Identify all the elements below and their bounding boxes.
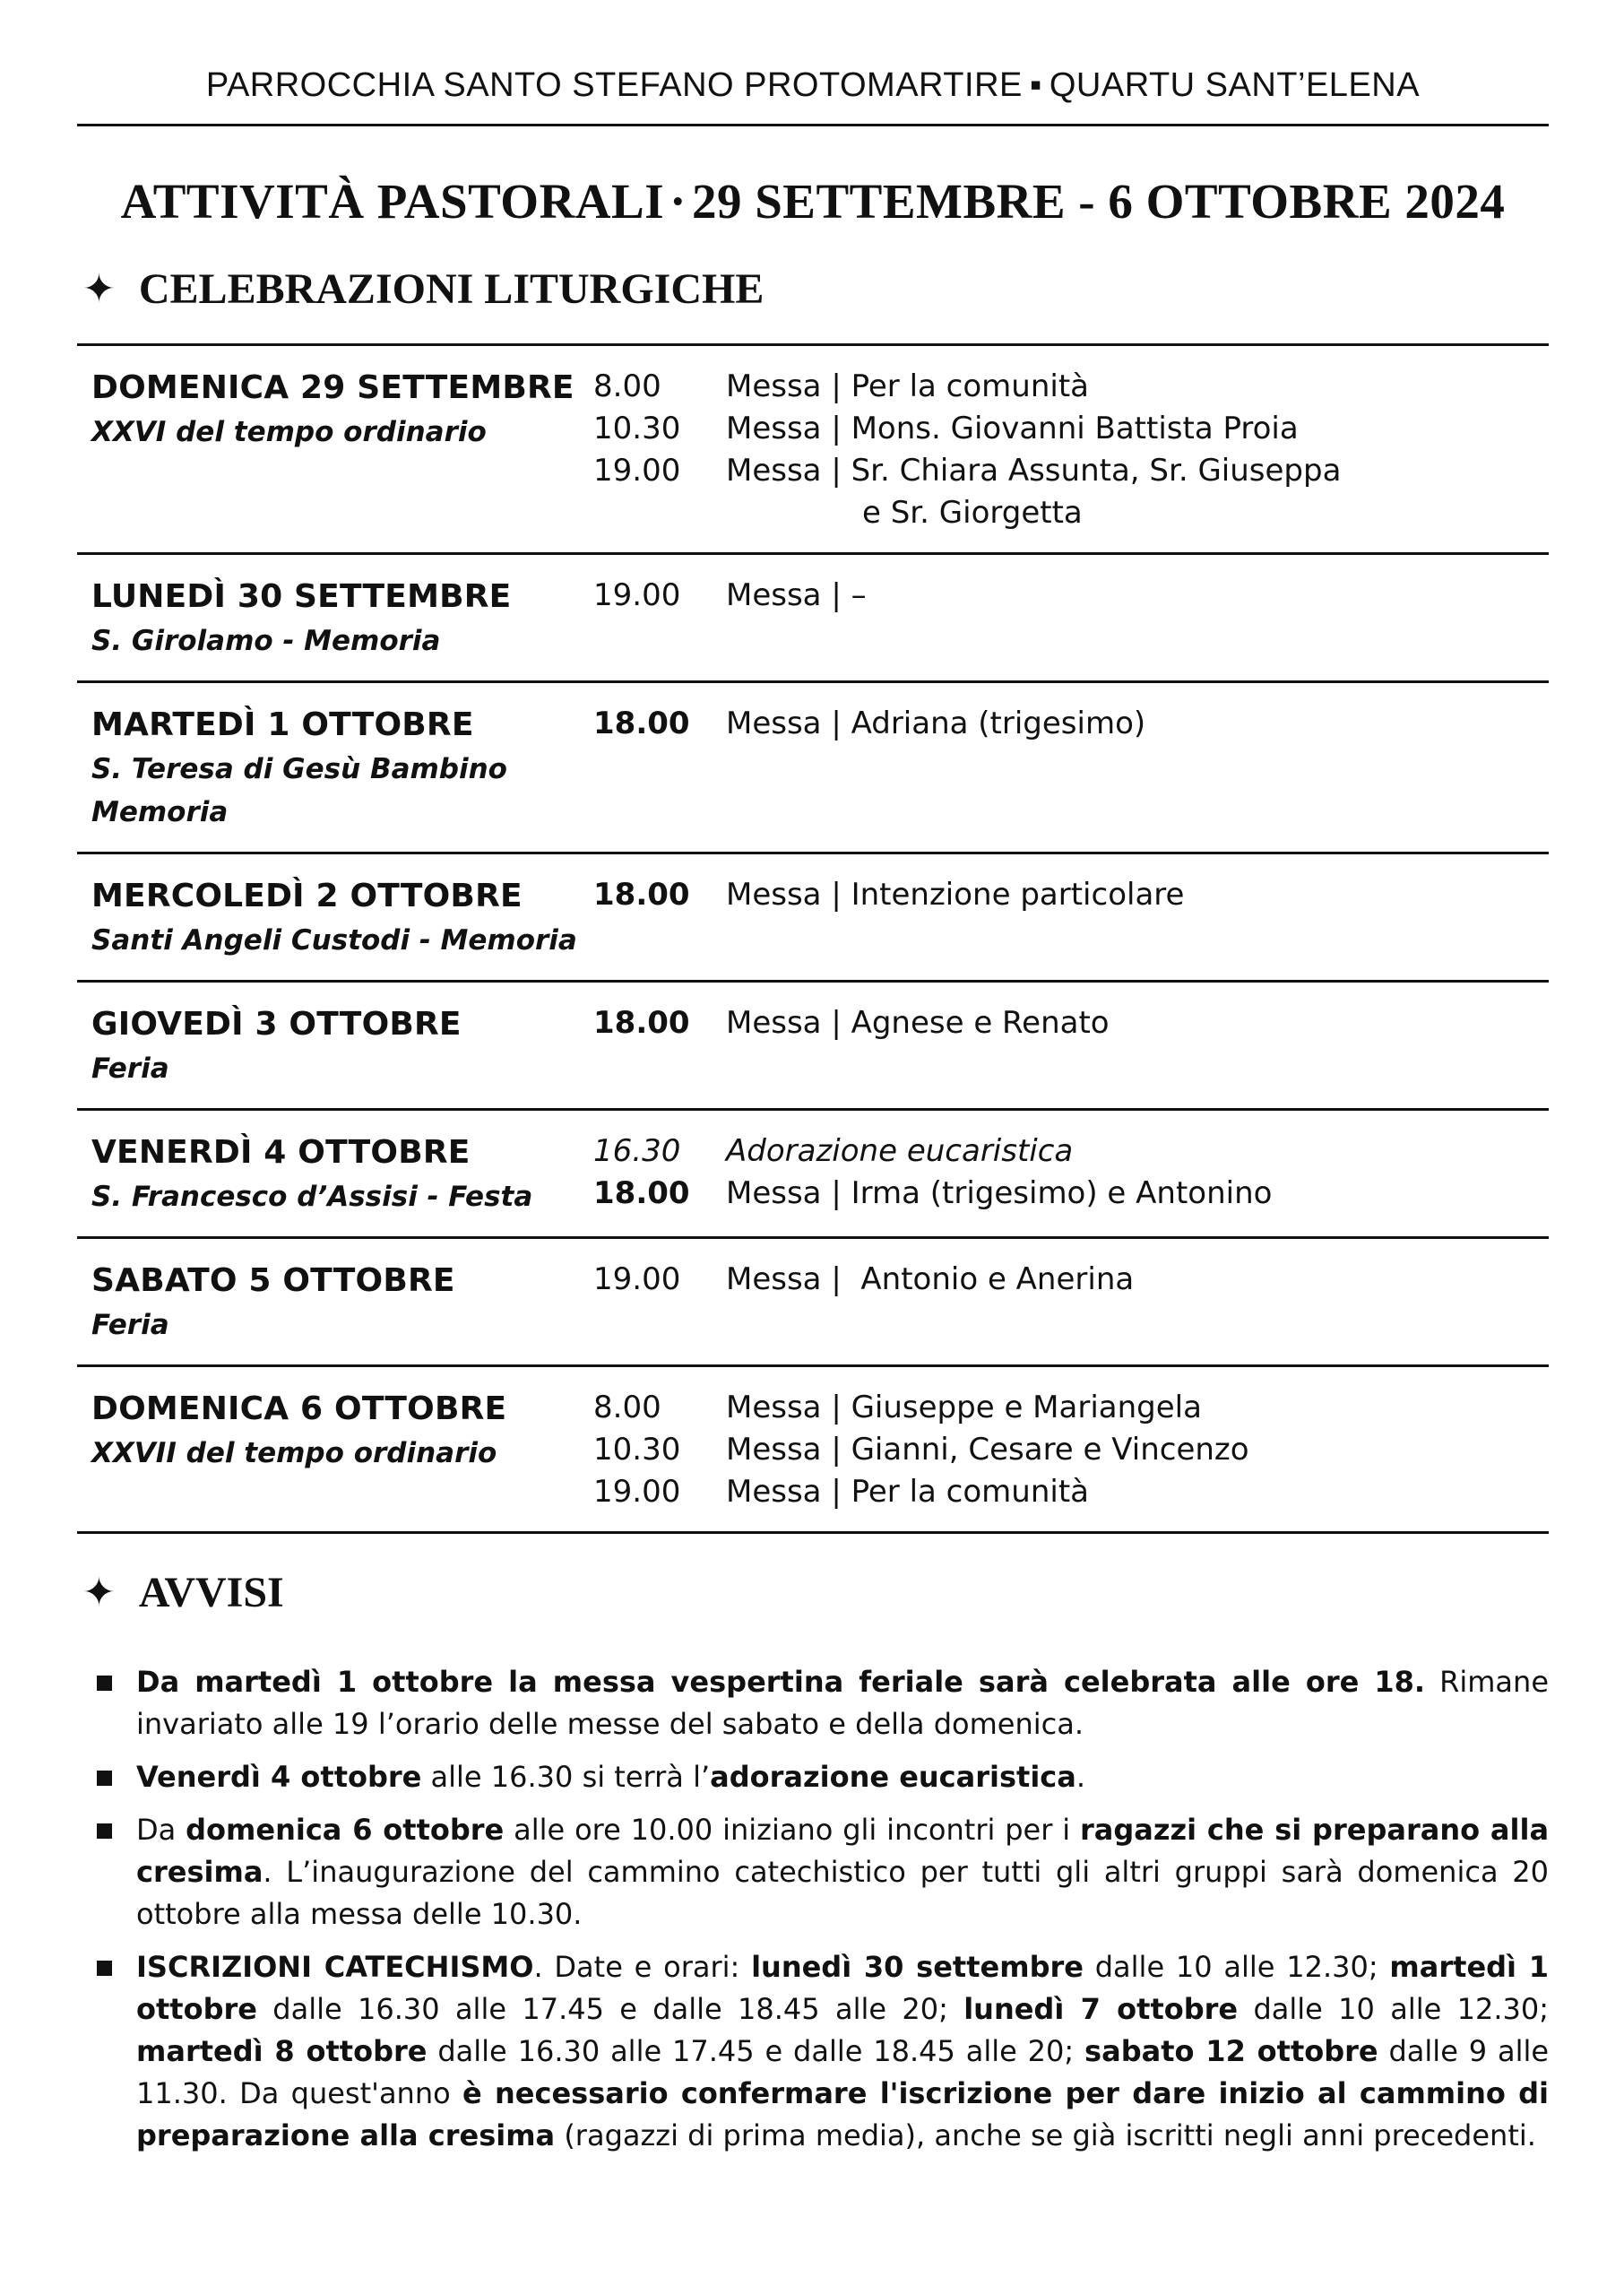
notice-emphasis: martedì 8 ottobre: [136, 2034, 428, 2068]
events-cell: [593, 1238, 1549, 1366]
day-liturgy-rank: Memoria: [91, 796, 229, 828]
event-time: 10.30: [593, 1432, 681, 1468]
event-item: [593, 1173, 1549, 1215]
event-desc: Messa | Intenzione particolare: [726, 877, 1185, 913]
parish-name: PARROCCHIA SANTO STEFANO PROTOMARTIRE: [205, 66, 1023, 104]
event-desc-continuation: e Sr. Giorgetta: [862, 495, 1083, 531]
day-name: GIOVEDÌ 3 OTTOBRE: [91, 1006, 462, 1043]
notice-emphasis: lunedì 30 settembre: [751, 1950, 1084, 1984]
day-cell: [77, 1238, 593, 1366]
day-name: LUNEDÌ 30 SETTEMBRE: [91, 578, 512, 615]
event-time: 19.00: [593, 1261, 681, 1297]
star-icon: ✦: [82, 266, 116, 312]
events-cell: [593, 853, 1549, 982]
notice-text: dalle 10 alle 12.30;: [1238, 1992, 1549, 2026]
notices-list: [77, 1661, 1549, 2157]
day-name: MARTEDÌ 1 OTTOBRE: [91, 706, 474, 743]
parish-town: QUARTU SANT’ELENA: [1049, 66, 1421, 104]
event-time: 10.30: [593, 411, 681, 446]
event-desc: Messa | Agnese e Renato: [726, 1005, 1110, 1041]
event-item: [593, 575, 1549, 617]
table-row: [77, 1238, 1549, 1366]
day-cell: [77, 554, 593, 682]
day-name: VENERDÌ 4 OTTOBRE: [91, 1134, 471, 1171]
notice-text: dalle 16.30 alle 17.45 e dalle 18.45 alle 20;: [256, 1992, 964, 2026]
event-time: 18.00: [593, 1175, 690, 1211]
day-cell: [77, 982, 593, 1110]
header-divider: [77, 124, 1549, 126]
section-title: AVVISI: [138, 1569, 284, 1616]
table-row: [77, 853, 1549, 982]
day-liturgy: Feria: [91, 1309, 169, 1341]
parish-header: [77, 65, 1549, 106]
notice-text: . Date e orari:: [533, 1950, 752, 1984]
events-cell: [593, 1110, 1549, 1238]
notice-text: dalle 16.30 alle 17.45 e dalle 18.45 alle 20;: [427, 2034, 1085, 2068]
event-desc: Messa | Giuseppe e Mariangela: [726, 1390, 1202, 1425]
table-row: [77, 1110, 1549, 1238]
event-item: [593, 366, 1549, 408]
list-item: [77, 1661, 1549, 1745]
events-cell: [593, 1366, 1549, 1533]
day-cell: [77, 1366, 593, 1533]
day-liturgy: XXVI del tempo ordinario: [91, 416, 487, 448]
events-cell: [593, 554, 1549, 682]
event-item: [593, 1387, 1549, 1429]
day-cell: [77, 853, 593, 982]
event-item-continuation: [593, 492, 1549, 534]
table-row: [77, 982, 1549, 1110]
table-row: [77, 682, 1549, 853]
list-item: [77, 1756, 1549, 1798]
notice-emphasis: martedì 1 ottobre: [136, 1950, 1550, 2026]
notice-text: alle ore 10.00 iniziano gli incontri per i: [504, 1813, 1080, 1847]
section-celebrations-heading: [77, 264, 1549, 315]
day-liturgy: XXVII del tempo ordinario: [91, 1437, 497, 1469]
notice-text: alle 16.30 si terrà l’: [421, 1760, 711, 1794]
event-time: 18.00: [593, 706, 690, 741]
day-name: MERCOLEDÌ 2 OTTOBRE: [91, 878, 523, 914]
event-desc: Messa | Sr. Chiara Assunta, Sr. Giuseppa: [726, 453, 1342, 489]
event-item: [593, 450, 1549, 492]
event-desc: Messa | –: [726, 577, 867, 613]
title-dates: 29 SETTEMBRE - 6 OTTOBRE 2024: [691, 174, 1506, 229]
event-time: 19.00: [593, 577, 681, 613]
notice-emphasis: è necessario confermare l'iscrizione per dare inizio al cammino di preparazione alla cresima: [136, 2076, 1550, 2152]
event-item: [593, 1429, 1549, 1471]
event-time: 18.00: [593, 1005, 690, 1041]
event-desc: Messa | Per la comunità: [726, 1474, 1089, 1510]
day-cell: [77, 345, 593, 554]
title-separator-icon: ·: [669, 174, 687, 229]
event-time: 8.00: [593, 1390, 661, 1425]
section-notices-heading: [77, 1568, 1549, 1618]
event-item: [593, 1002, 1549, 1044]
day-name: DOMENICA 6 OTTOBRE: [91, 1390, 507, 1427]
event-item: [593, 1471, 1549, 1513]
list-item: [77, 1809, 1549, 1936]
list-item: [77, 1946, 1549, 2157]
separator-icon: ▪: [1029, 66, 1042, 104]
table-row: [77, 1366, 1549, 1533]
event-time: 19.00: [593, 453, 681, 489]
star-icon: ✦: [82, 1570, 116, 1615]
notice-text: Da: [136, 1813, 186, 1847]
section-title: CELEBRAZIONI LITURGICHE: [138, 265, 764, 313]
day-name: SABATO 5 OTTOBRE: [91, 1262, 455, 1299]
event-time: 8.00: [593, 368, 661, 404]
day-liturgy: S. Francesco d’Assisi - Festa: [91, 1181, 533, 1213]
notice-text: dalle 10 alle 12.30;: [1083, 1950, 1390, 1984]
notice-emphasis: ragazzi che si preparano alla cresima: [136, 1813, 1550, 1889]
day-liturgy: Feria: [91, 1052, 169, 1085]
event-desc: Messa | Adriana (trigesimo): [726, 706, 1146, 741]
day-liturgy: Santi Angeli Custodi - Memoria: [91, 924, 577, 957]
day-cell: [77, 682, 593, 853]
title-text: ATTIVITÀ PASTORALI: [120, 174, 665, 229]
event-item: [593, 703, 1549, 745]
notice-emphasis: sabato 12 ottobre: [1084, 2034, 1378, 2068]
celebrations-table: [77, 343, 1549, 1534]
notice-text: Rimane invariato alle 19 l’orario delle messe del sabato e della domenica.: [136, 1665, 1550, 1741]
notice-emphasis: lunedì 7 ottobre: [963, 1992, 1239, 2026]
notice-text: dalle 9 alle 11.30. Da quest'anno: [136, 2034, 1550, 2110]
notice-emphasis: ISCRIZIONI CATECHISMO: [136, 1950, 534, 1984]
notice-emphasis: adorazione eucaristica: [710, 1760, 1076, 1794]
day-liturgy: S. Girolamo - Memoria: [91, 625, 441, 657]
bulletin-page: [77, 0, 1549, 2168]
event-item: [593, 1130, 1549, 1173]
events-cell: [593, 345, 1549, 554]
event-item: [593, 1259, 1549, 1301]
event-desc: Messa | Gianni, Cesare e Vincenzo: [726, 1432, 1249, 1468]
page-title: [77, 173, 1549, 230]
notice-emphasis: Da martedì 1 ottobre la messa vespertina feriale sarà celebrata alle ore 18.: [136, 1665, 1426, 1699]
table-row: [77, 345, 1549, 554]
event-item: [593, 408, 1549, 450]
day-cell: [77, 1110, 593, 1238]
notice-text: . L’inaugurazione del cammino catechistico per tutti gli altri gruppi sarà domenica 20 ottobre alla messa delle 10.30.: [136, 1855, 1549, 1931]
event-desc: Messa | Irma (trigesimo) e Antonino: [726, 1175, 1273, 1211]
day-name: DOMENICA 29 SETTEMBRE: [91, 369, 574, 406]
events-cell: [593, 982, 1549, 1110]
notice-text: .: [1075, 1760, 1086, 1794]
event-time: 18.00: [593, 877, 690, 913]
notice-text: (ragazzi di prima media), anche se già iscritti negli anni precedenti.: [555, 2118, 1536, 2152]
events-cell: [593, 682, 1549, 853]
table-row: [77, 554, 1549, 682]
event-time: 16.30: [593, 1133, 681, 1169]
notice-emphasis: Venerdì 4 ottobre: [136, 1760, 422, 1794]
event-time: 19.00: [593, 1474, 681, 1510]
day-liturgy: S. Teresa di Gesù Bambino: [91, 753, 507, 785]
event-desc: Messa | Antonio e Anerina: [726, 1261, 1135, 1297]
event-item: [593, 874, 1549, 916]
event-desc: Messa | Per la comunità: [726, 368, 1089, 404]
event-desc: Adorazione eucaristica: [726, 1133, 1074, 1169]
notice-emphasis: domenica 6 ottobre: [186, 1813, 505, 1847]
event-desc: Messa | Mons. Giovanni Battista Proia: [726, 411, 1299, 446]
